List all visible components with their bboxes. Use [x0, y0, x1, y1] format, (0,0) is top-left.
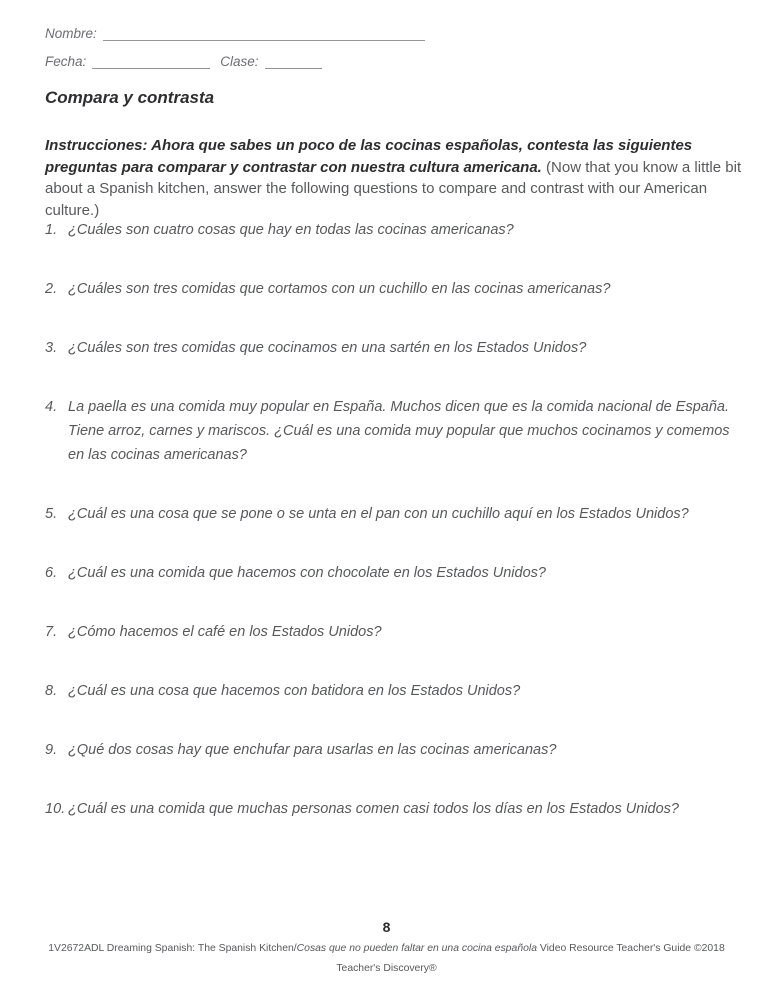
clase-blank-line — [265, 54, 322, 69]
publisher-line: Teacher's Discovery® — [336, 963, 437, 974]
question-item-5 — [45, 502, 750, 526]
question-number: 6. — [45, 565, 58, 581]
question-text: ¿Cuáles son tres comidas que cortamos con un cuchillo en las cocinas americanas? — [68, 281, 611, 297]
question-item-9 — [45, 738, 750, 762]
nombre-label: Nombre: — [45, 26, 97, 41]
nombre-row — [45, 13, 425, 41]
question-text: ¿Cuáles son cuatro cosas que hay en todas las cocinas americanas? — [68, 222, 514, 238]
question-item-6 — [45, 561, 750, 585]
question-text: La paella es una comida muy popular en España. Muchos dicen que es la comida nacional de España. Tiene arroz, carnes y mariscos. ¿Cuál es una comida muy popular que muchos cocinamos y comemos en las cocinas americanas? — [68, 399, 730, 463]
copyright-suffix: Video Resource Teacher's Guide ©2018 — [536, 943, 725, 954]
nombre-blank-line — [103, 26, 425, 41]
question-item-1 — [45, 218, 750, 242]
question-number: 4. — [45, 399, 58, 415]
question-number: 10. — [45, 801, 66, 817]
question-text: ¿Cuáles son tres comidas que cocinamos en una sartén en los Estados Unidos? — [68, 340, 587, 356]
copyright-line — [0, 943, 773, 955]
question-item-4 — [45, 395, 750, 467]
question-number: 8. — [45, 683, 58, 699]
instructions-paragraph — [45, 135, 742, 221]
instructions-english: (Now that you know a little bit about a Spanish kitchen, answer the following questions to compare and contrast with our American culture.) — [45, 158, 742, 219]
copyright-prefix: 1V2672ADL Dreaming Spanish: The Spanish Kitchen/ — [48, 943, 297, 954]
question-number: 2. — [45, 281, 58, 297]
page-title: Compara y contrasta — [45, 88, 215, 107]
question-number: 7. — [45, 624, 58, 640]
question-number: 5. — [45, 506, 58, 522]
question-list — [45, 218, 750, 856]
question-number: 3. — [45, 340, 58, 356]
question-number: 9. — [45, 742, 58, 758]
clase-label: Clase: — [220, 54, 259, 69]
question-text: ¿Cuál es una comida que muchas personas comen casi todos los días en los Estados Unidos? — [68, 801, 679, 817]
question-text: ¿Cuál es una cosa que se pone o se unta en el pan con un cuchillo aquí en los Estados Unidos? — [68, 506, 689, 522]
page-number: 8 — [382, 919, 391, 935]
fecha-clase-row — [45, 41, 425, 69]
question-number: 1. — [45, 222, 58, 238]
question-item-8 — [45, 679, 750, 703]
question-text: ¿Cuál es una cosa que hacemos con batidora en los Estados Unidos? — [68, 683, 521, 699]
fecha-label: Fecha: — [45, 54, 87, 69]
question-item-7 — [45, 620, 750, 644]
question-item-2 — [45, 277, 750, 301]
student-info-header — [45, 13, 425, 69]
copyright-spanish-title: Cosas que no pueden faltar en una cocina española — [296, 943, 537, 954]
question-text: ¿Qué dos cosas hay que enchufar para usarlas en las cocinas americanas? — [68, 742, 557, 758]
fecha-blank-line — [92, 54, 210, 69]
page-footer — [0, 919, 773, 974]
instructions-spanish: Instrucciones: Ahora que sabes un poco de las cocinas españolas, contesta las siguientes preguntas para comparar y contrastar con nuestra cultura americana. — [45, 137, 693, 176]
question-text: ¿Cuál es una comida que hacemos con chocolate en los Estados Unidos? — [68, 565, 546, 581]
question-item-10 — [45, 797, 750, 821]
question-text: ¿Cómo hacemos el café en los Estados Unidos? — [68, 624, 382, 640]
question-item-3 — [45, 336, 750, 360]
